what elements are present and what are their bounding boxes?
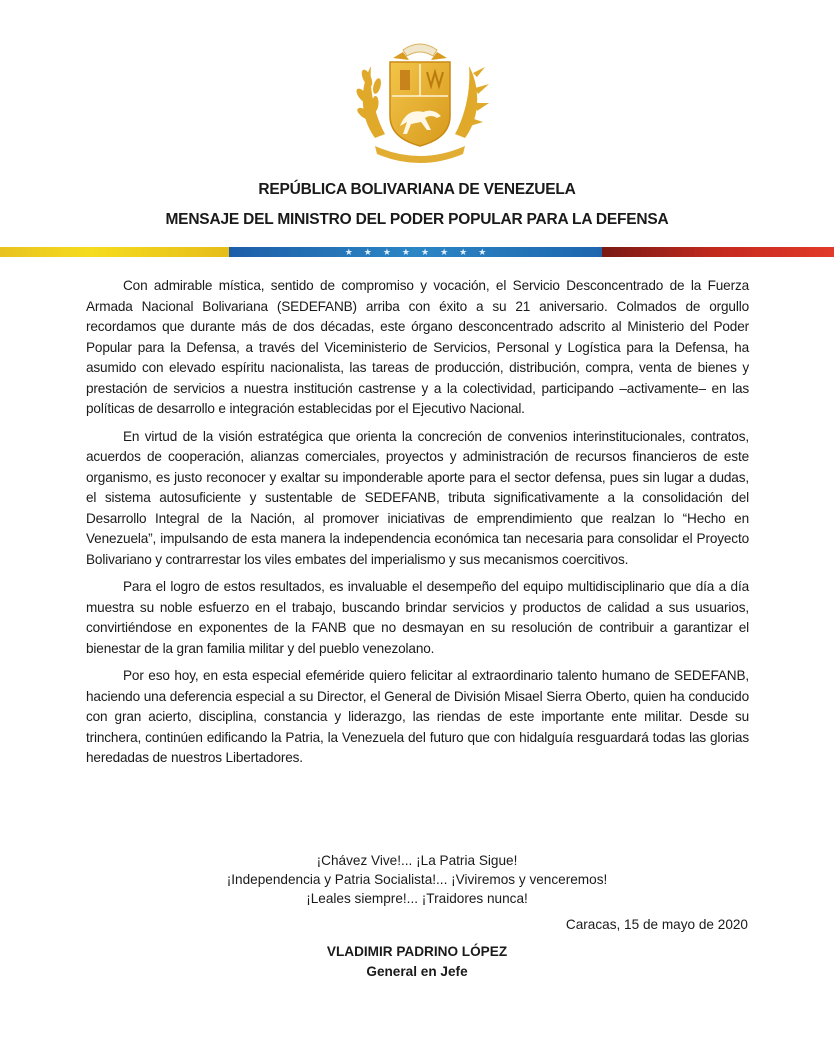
star-icon: ★	[344, 247, 353, 257]
star-icon: ★	[363, 247, 372, 257]
star-icon: ★	[440, 247, 449, 257]
message-body	[86, 276, 749, 776]
body-paragraph: Por eso hoy, en esta especial efeméride quiero felicitar al extraordinario talento humano de SEDEFANB, haciendo una deferencia especial a su Director, el General de División Misael Sierra Oberto, quien ha conducido con gran acierto, disciplina, constancia y liderazgo, las riendas de este importante ente militar. Desde su trinchera, continúen edificando la Patria, la Venezuela del futuro que con hidalguía resguardará todas las glorias heredadas de nuestros Libertadores.	[86, 668, 749, 765]
motto-line: ¡Chávez Vive!... ¡La Patria Sigue!	[316, 853, 518, 868]
mottos	[0, 851, 834, 908]
signature-block	[0, 942, 834, 982]
motto-line: ¡Leales siempre!... ¡Traidores nunca!	[306, 891, 528, 906]
flag-yellow-band	[0, 247, 229, 257]
message-subtitle: MENSAJE DEL MINISTRO DEL PODER POPULAR PARA LA DEFENSA	[165, 211, 669, 228]
star-icon: ★	[382, 247, 391, 257]
coat-of-arms-emblem	[345, 38, 495, 168]
signatory-rank: General en Jefe	[366, 964, 468, 979]
body-paragraph: En virtud de la visión estratégica que orienta la concreción de convenios interinstitucionales, contratos, acuerdos de cooperación, alianzas comerciales, proyectos y administración de recursos financieros de este organismo, es justo reconocer y exaltar su imponderable aporte para el sector defensa, pues sin lugar a dudas, el sistema autosuficiente y sustentable de SEDEFANB, tributa significativamente a la consolidación del Desarrollo Integral de la Nación, al promover iniciativas de emprendimiento que realzan lo “Hecho en Venezuela”, impulsando de esta manera la independencia económica tan necesaria para consolidar el Proyecto Bolivariano y contrarrestar los viles embates del imperialismo y sus mecanismos coercitivos.	[86, 428, 749, 567]
flag-blue-band	[229, 247, 602, 257]
star-icon: ★	[459, 247, 468, 257]
motto-line: ¡Independencia y Patria Socialista!... ¡Viviremos y venceremos!	[226, 872, 608, 887]
body-paragraph: Para el logro de estos resultados, es invaluable el desempeño del equipo multidisciplinario que día a día muestra su noble esfuerzo en el trabajo, buscando brindar servicios y productos de calidad a sus usuarios, convirtiéndose en exponentes de la FANB que no desmayan en su resolución de contribuir a garantizar el bienestar de la gran familia militar y del pueblo venezolano.	[86, 579, 749, 656]
star-icon: ★	[478, 247, 487, 257]
star-icon: ★	[421, 247, 430, 257]
flag-stripe	[0, 247, 834, 257]
country-title: REPÚBLICA BOLIVARIANA DE VENEZUELA	[258, 181, 576, 198]
signatory-name: VLADIMIR PADRINO LÓPEZ	[326, 944, 508, 959]
star-icon: ★	[401, 247, 410, 257]
body-paragraph: Con admirable mística, sentido de compromiso y vocación, el Servicio Desconcentrado de la Fuerza Armada Nacional Bolivariana (SEDEFANB) arriba con éxito a su 21 aniversario. Colmados de orgullo recordamos que durante más de dos décadas, este órgano desconcentrado adscrito al Ministerio del Poder Popular para la Defensa, a través del Viceministerio de Servicios, Personal y Logística para la Defensa, ha asumido con elevado espíritu nacionalista, las tareas de producción, distribución, compra, venta de bienes y prestación de servicios a nuestra institución castrense y a la colectividad, participando –activamente– en las políticas de desarrollo e integración establecidas por el Ejecutivo Nacional.	[86, 278, 749, 416]
place-date: Caracas, 15 de mayo de 2020	[565, 917, 748, 932]
flag-red-band	[602, 247, 834, 257]
